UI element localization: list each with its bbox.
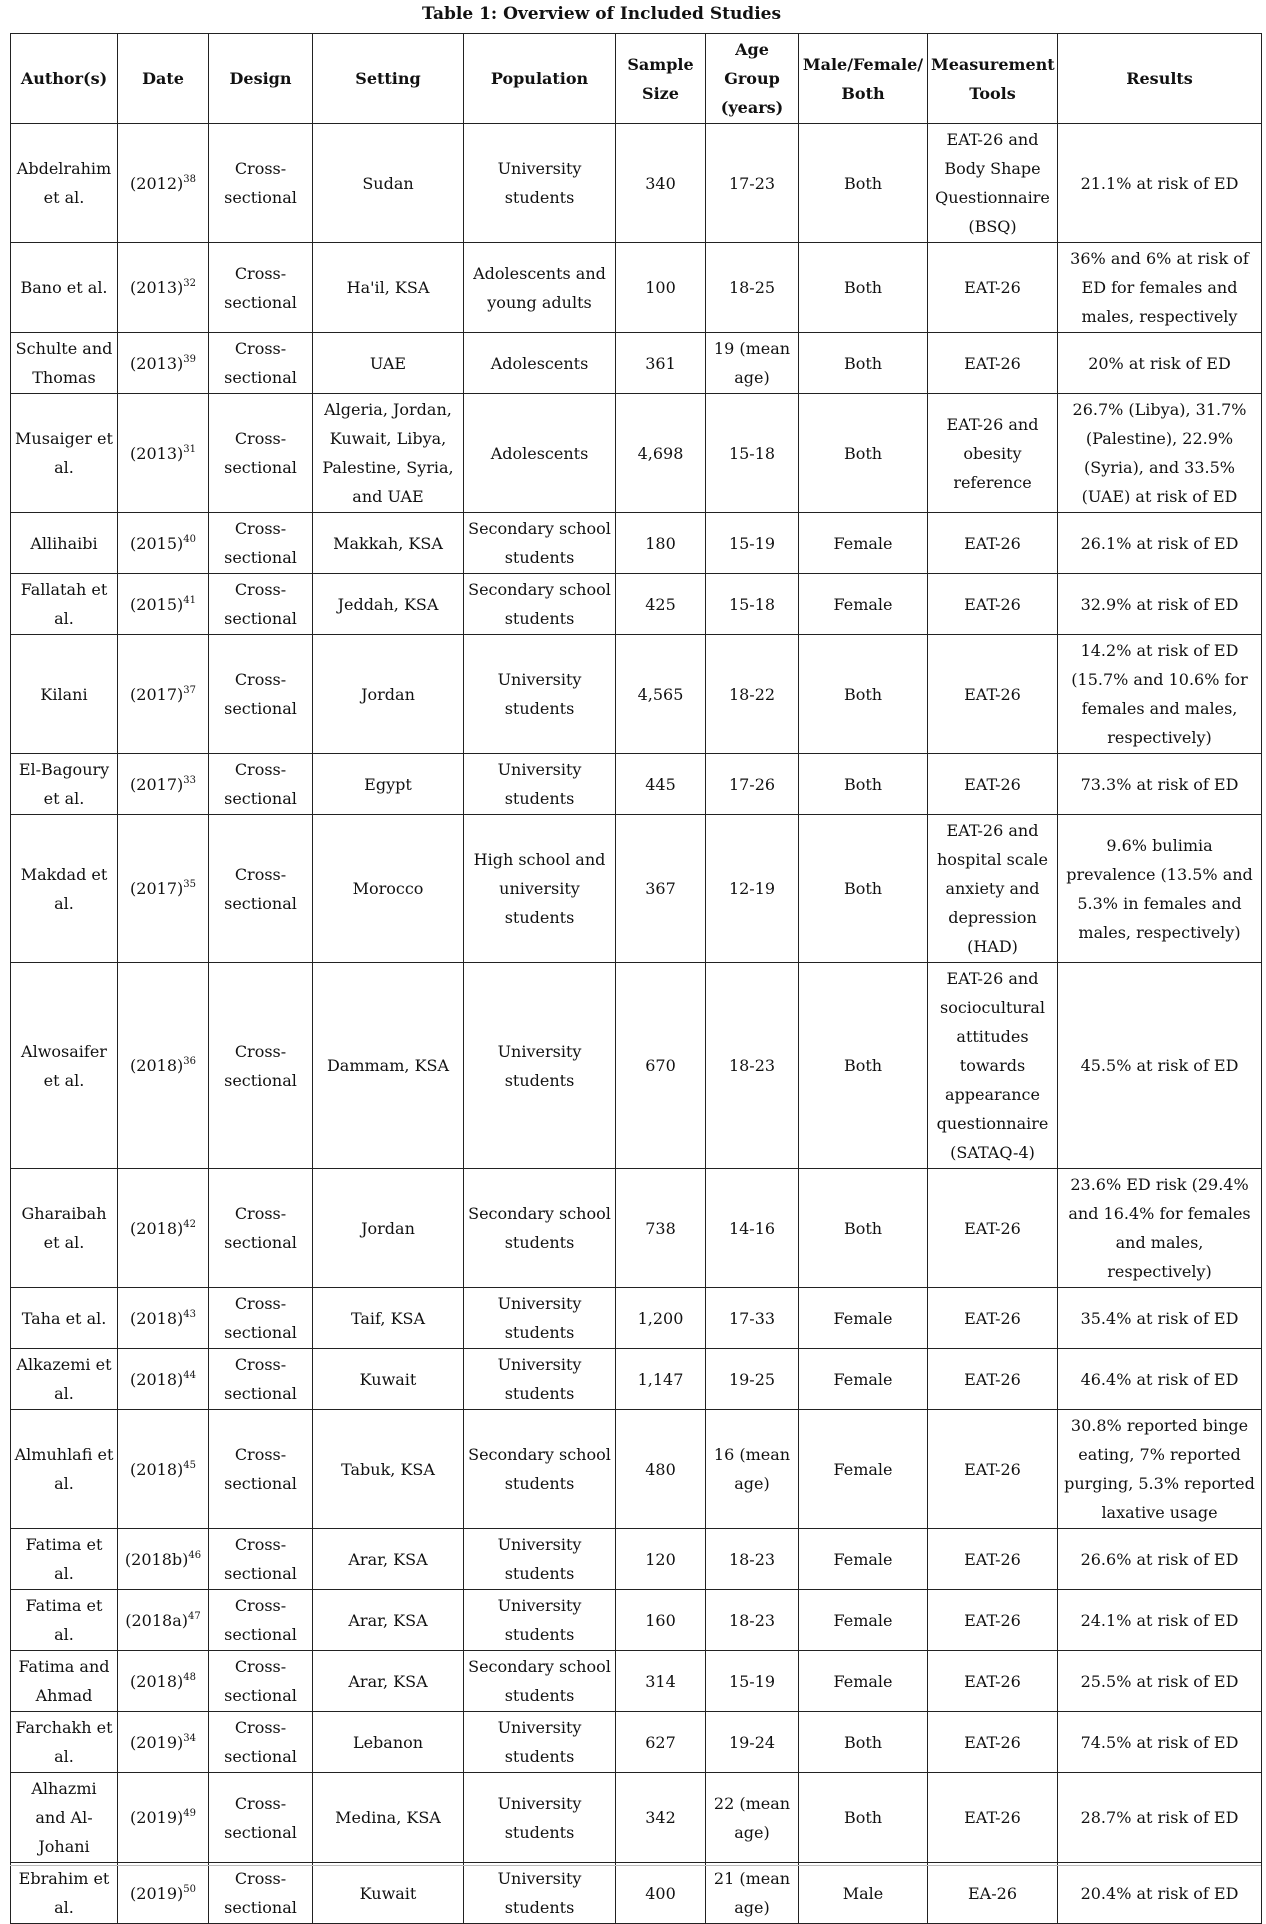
sex-cell: Female — [799, 513, 928, 574]
population-cell: University students — [464, 1529, 616, 1590]
sex-cell: Female — [799, 574, 928, 635]
sample-size-cell: 1,147 — [616, 1349, 706, 1410]
age-group-cell: 17-26 — [706, 754, 799, 815]
table-row — [11, 1590, 1262, 1651]
sample-size-cell: 367 — [616, 815, 706, 963]
setting-cell: Jordan — [313, 1169, 464, 1288]
date-cell — [118, 1590, 209, 1651]
table-row — [11, 574, 1262, 635]
population-cell: University students — [464, 1712, 616, 1773]
date-cell — [118, 1169, 209, 1288]
sample-size-cell: 342 — [616, 1773, 706, 1863]
sample-size-cell: 1,200 — [616, 1288, 706, 1349]
setting-cell: Lebanon — [313, 1712, 464, 1773]
setting-cell: Arar, KSA — [313, 1590, 464, 1651]
date-text: (2018a) — [125, 1610, 188, 1630]
age-group-cell: 19 (mean age) — [706, 333, 799, 394]
table-row — [11, 124, 1262, 243]
column-header: Date — [118, 34, 209, 124]
measurement-tools-cell: EAT-26 — [928, 574, 1058, 635]
table-row — [11, 754, 1262, 815]
age-group-cell: 19-25 — [706, 1349, 799, 1410]
sample-size-cell: 425 — [616, 574, 706, 635]
date-cell — [118, 635, 209, 754]
sample-size-cell: 4,698 — [616, 394, 706, 513]
author-cell: Bano et al. — [11, 243, 118, 333]
age-group-cell: 18-25 — [706, 243, 799, 333]
results-cell: 26.1% at risk of ED — [1058, 513, 1262, 574]
measurement-tools-cell: EAT-26 — [928, 1169, 1058, 1288]
header-row — [11, 34, 1262, 124]
date-text: (2018) — [130, 1369, 184, 1389]
setting-cell: Algeria, Jordan, Kuwait, Libya, Palestine, Syria, and UAE — [313, 394, 464, 513]
sample-size-cell: 160 — [616, 1590, 706, 1651]
table-row — [11, 1169, 1262, 1288]
results-cell: 14.2% at risk of ED (15.7% and 10.6% for females and males, respectively) — [1058, 635, 1262, 754]
date-text: (2018b) — [124, 1549, 189, 1569]
age-group-cell: 15-19 — [706, 513, 799, 574]
age-group-cell: 15-18 — [706, 394, 799, 513]
table-row — [11, 1529, 1262, 1590]
age-group-cell: 17-33 — [706, 1288, 799, 1349]
results-cell: 20.4% at risk of ED — [1058, 1863, 1262, 1924]
author-cell: Fallatah et al. — [11, 574, 118, 635]
measurement-tools-cell: EAT-26 — [928, 1349, 1058, 1410]
reference-number: 42 — [183, 1218, 196, 1230]
reference-number: 45 — [183, 1459, 196, 1471]
results-cell: 23.6% ED risk (29.4% and 16.4% for females and males, respectively) — [1058, 1169, 1262, 1288]
design-cell: Cross-sectional — [209, 1651, 313, 1712]
reference-number: 38 — [183, 173, 196, 185]
population-cell: Secondary school students — [464, 1169, 616, 1288]
design-cell: Cross-sectional — [209, 1590, 313, 1651]
measurement-tools-cell: EAT-26 — [928, 333, 1058, 394]
measurement-tools-cell: EAT-26 and Body Shape Questionnaire (BSQ) — [928, 124, 1058, 243]
setting-cell: Jordan — [313, 635, 464, 754]
date-cell — [118, 1863, 209, 1924]
population-cell: High school and university students — [464, 815, 616, 963]
studies-table — [10, 33, 1262, 1924]
sex-cell: Both — [799, 1773, 928, 1863]
population-cell: University students — [464, 963, 616, 1169]
table-row — [11, 333, 1262, 394]
date-cell — [118, 1288, 209, 1349]
design-cell: Cross-sectional — [209, 1349, 313, 1410]
sex-cell: Both — [799, 394, 928, 513]
sex-cell: Both — [799, 1169, 928, 1288]
population-cell: University students — [464, 1773, 616, 1863]
measurement-tools-cell: EA-26 — [928, 1863, 1058, 1924]
design-cell: Cross-sectional — [209, 1529, 313, 1590]
design-cell: Cross-sectional — [209, 635, 313, 754]
age-group-cell: 22 (mean age) — [706, 1773, 799, 1863]
measurement-tools-cell: EAT-26 — [928, 635, 1058, 754]
reference-number: 44 — [183, 1369, 196, 1381]
author-cell: Alkazemi et al. — [11, 1349, 118, 1410]
date-cell — [118, 754, 209, 815]
sex-cell: Female — [799, 1410, 928, 1529]
table-row — [11, 963, 1262, 1169]
age-group-cell: 17-23 — [706, 124, 799, 243]
sample-size-cell: 361 — [616, 333, 706, 394]
results-cell: 9.6% bulimia prevalence (13.5% and 5.3% in females and males, respectively) — [1058, 815, 1262, 963]
population-cell: Adolescents — [464, 394, 616, 513]
date-text: (2018) — [130, 1308, 184, 1328]
design-cell: Cross-sectional — [209, 1169, 313, 1288]
date-text: (2017) — [130, 684, 184, 704]
date-cell — [118, 1651, 209, 1712]
date-cell — [118, 1410, 209, 1529]
setting-cell: Kuwait — [313, 1863, 464, 1924]
reference-number: 34 — [183, 1732, 196, 1744]
sex-cell: Female — [799, 1590, 928, 1651]
column-header: Sample Size — [616, 34, 706, 124]
date-text: (2013) — [130, 443, 184, 463]
design-cell: Cross-sectional — [209, 1863, 313, 1924]
measurement-tools-cell: EAT-26 — [928, 1529, 1058, 1590]
date-cell — [118, 333, 209, 394]
design-cell: Cross-sectional — [209, 243, 313, 333]
author-cell: Musaiger et al. — [11, 394, 118, 513]
sample-size-cell: 4,565 — [616, 635, 706, 754]
design-cell: Cross-sectional — [209, 513, 313, 574]
population-cell: Secondary school students — [464, 513, 616, 574]
date-cell — [118, 1349, 209, 1410]
sample-size-cell: 480 — [616, 1410, 706, 1529]
reference-number: 33 — [183, 774, 196, 786]
measurement-tools-cell: EAT-26 — [928, 513, 1058, 574]
design-cell: Cross-sectional — [209, 963, 313, 1169]
population-cell: University students — [464, 1349, 616, 1410]
author-cell: Gharaibah et al. — [11, 1169, 118, 1288]
table-row — [11, 1410, 1262, 1529]
results-cell: 36% and 6% at risk of ED for females and males, respectively — [1058, 243, 1262, 333]
date-cell — [118, 1712, 209, 1773]
sex-cell: Male — [799, 1863, 928, 1924]
date-text: (2015) — [130, 533, 184, 553]
date-cell — [118, 243, 209, 333]
sex-cell: Both — [799, 1712, 928, 1773]
design-cell: Cross-sectional — [209, 754, 313, 815]
date-text: (2018) — [130, 1218, 184, 1238]
sample-size-cell: 180 — [616, 513, 706, 574]
author-cell: Abdelrahim et al. — [11, 124, 118, 243]
author-cell: Kilani — [11, 635, 118, 754]
table-row — [11, 635, 1262, 754]
population-cell: Secondary school students — [464, 1410, 616, 1529]
setting-cell: Morocco — [313, 815, 464, 963]
table-row — [11, 1863, 1262, 1924]
results-cell: 32.9% at risk of ED — [1058, 574, 1262, 635]
reference-number: 41 — [183, 594, 196, 606]
table-row — [11, 394, 1262, 513]
sex-cell: Both — [799, 815, 928, 963]
age-group-cell: 15-18 — [706, 574, 799, 635]
sex-cell: Female — [799, 1529, 928, 1590]
population-cell: Adolescents and young adults — [464, 243, 616, 333]
setting-cell: Taif, KSA — [313, 1288, 464, 1349]
author-cell: Taha et al. — [11, 1288, 118, 1349]
date-cell — [118, 1529, 209, 1590]
reference-number: 47 — [188, 1610, 201, 1622]
sample-size-cell: 670 — [616, 963, 706, 1169]
results-cell: 26.7% (Libya), 31.7% (Palestine), 22.9% (Syria), and 33.5% (UAE) at risk of ED — [1058, 394, 1262, 513]
age-group-cell: 14-16 — [706, 1169, 799, 1288]
column-header: Population — [464, 34, 616, 124]
setting-cell: Dammam, KSA — [313, 963, 464, 1169]
design-cell: Cross-sectional — [209, 1288, 313, 1349]
date-text: (2017) — [130, 774, 184, 794]
date-text: (2012) — [130, 173, 184, 193]
author-cell: Ebrahim et al. — [11, 1863, 118, 1924]
reference-number: 36 — [183, 1056, 196, 1067]
table-row — [11, 815, 1262, 963]
sample-size-cell: 100 — [616, 243, 706, 333]
population-cell: University students — [464, 635, 616, 754]
results-cell: 26.6% at risk of ED — [1058, 1529, 1262, 1590]
author-cell: Schulte and Thomas — [11, 333, 118, 394]
age-group-cell: 16 (mean age) — [706, 1410, 799, 1529]
setting-cell: Sudan — [313, 124, 464, 243]
results-cell: 25.5% at risk of ED — [1058, 1651, 1262, 1712]
age-group-cell: 18-23 — [706, 1590, 799, 1651]
author-cell: Fatima et al. — [11, 1590, 118, 1651]
sex-cell: Female — [799, 1349, 928, 1410]
design-cell: Cross-sectional — [209, 1712, 313, 1773]
date-cell — [118, 124, 209, 243]
setting-cell: Kuwait — [313, 1349, 464, 1410]
design-cell: Cross-sectional — [209, 124, 313, 243]
measurement-tools-cell: EAT-26 — [928, 1590, 1058, 1651]
table-row — [11, 1651, 1262, 1712]
population-cell: Secondary school students — [464, 1651, 616, 1712]
sex-cell: Female — [799, 1288, 928, 1349]
measurement-tools-cell: EAT-26 — [928, 1288, 1058, 1349]
age-group-cell: 18-23 — [706, 963, 799, 1169]
setting-cell: Arar, KSA — [313, 1529, 464, 1590]
author-cell: Fatima and Ahmad — [11, 1651, 118, 1712]
table-row — [11, 1712, 1262, 1773]
column-header: Author(s) — [11, 34, 118, 124]
setting-cell: Tabuk, KSA — [313, 1410, 464, 1529]
age-group-cell: 21 (mean age) — [706, 1863, 799, 1924]
sex-cell: Both — [799, 963, 928, 1169]
reference-number: 43 — [183, 1308, 196, 1320]
setting-cell: UAE — [313, 333, 464, 394]
design-cell: Cross-sectional — [209, 574, 313, 635]
author-cell: Farchakh et al. — [11, 1712, 118, 1773]
date-cell — [118, 815, 209, 963]
date-cell — [118, 963, 209, 1169]
date-text: (2015) — [130, 594, 184, 614]
population-cell: University students — [464, 124, 616, 243]
results-cell: 74.5% at risk of ED — [1058, 1712, 1262, 1773]
measurement-tools-cell: EAT-26 — [928, 754, 1058, 815]
age-group-cell: 12-19 — [706, 815, 799, 963]
column-header: Male/Female/ Both — [799, 34, 928, 124]
population-cell: Adolescents — [464, 333, 616, 394]
measurement-tools-cell: EAT-26 and sociocultural attitudes towards appearance questionnaire (SATAQ-4) — [928, 963, 1058, 1169]
reference-number: 31 — [183, 443, 196, 455]
age-group-cell: 18-23 — [706, 1529, 799, 1590]
reference-number: 50 — [183, 1883, 196, 1895]
table-title: Table 1: Overview of Included Studies — [421, 4, 782, 24]
table-row — [11, 1773, 1262, 1863]
design-cell: Cross-sectional — [209, 333, 313, 394]
measurement-tools-cell: EAT-26 — [928, 1410, 1058, 1529]
results-cell: 30.8% reported binge eating, 7% reported purging, 5.3% reported laxative usage — [1058, 1410, 1262, 1529]
table-row — [11, 1349, 1262, 1410]
date-cell — [118, 513, 209, 574]
sex-cell: Both — [799, 124, 928, 243]
date-text: (2019) — [130, 1808, 184, 1827]
reference-number: 35 — [183, 879, 196, 890]
measurement-tools-cell: EAT-26 and hospital scale anxiety and depression (HAD) — [928, 815, 1058, 963]
design-cell: Cross-sectional — [209, 1410, 313, 1529]
reference-number: 49 — [183, 1808, 196, 1819]
author-cell: Alhazmi and Al-Johani — [11, 1773, 118, 1863]
results-cell: 45.5% at risk of ED — [1058, 963, 1262, 1169]
results-cell: 46.4% at risk of ED — [1058, 1349, 1262, 1410]
sample-size-cell: 627 — [616, 1712, 706, 1773]
sample-size-cell: 400 — [616, 1863, 706, 1924]
sample-size-cell: 314 — [616, 1651, 706, 1712]
date-text: (2013) — [130, 278, 184, 297]
sex-cell: Both — [799, 754, 928, 815]
measurement-tools-cell: EAT-26 — [928, 1773, 1058, 1863]
setting-cell: Medina, KSA — [313, 1773, 464, 1863]
author-cell: El-Bagoury et al. — [11, 754, 118, 815]
date-text: (2018) — [130, 1056, 184, 1075]
measurement-tools-cell: EAT-26 — [928, 1712, 1058, 1773]
column-header: Measurement Tools — [928, 34, 1058, 124]
measurement-tools-cell: EAT-26 — [928, 1651, 1058, 1712]
author-cell: Makdad et al. — [11, 815, 118, 963]
results-cell: 24.1% at risk of ED — [1058, 1590, 1262, 1651]
page-bottom-rule — [10, 1865, 1261, 1866]
author-cell: Almuhlafi et al. — [11, 1410, 118, 1529]
table-row — [11, 1288, 1262, 1349]
measurement-tools-cell: EAT-26 and obesity reference — [928, 394, 1058, 513]
setting-cell: Arar, KSA — [313, 1651, 464, 1712]
date-text: (2017) — [130, 879, 184, 898]
table-body — [11, 124, 1262, 1924]
date-text: (2013) — [130, 353, 184, 373]
reference-number: 37 — [183, 684, 196, 696]
date-text: (2018) — [130, 1671, 184, 1691]
age-group-cell: 18-22 — [706, 635, 799, 754]
author-cell: Alwosaifer et al. — [11, 963, 118, 1169]
sex-cell: Both — [799, 333, 928, 394]
date-text: (2019) — [130, 1732, 184, 1752]
population-cell: University students — [464, 1863, 616, 1924]
setting-cell: Egypt — [313, 754, 464, 815]
date-cell — [118, 394, 209, 513]
design-cell: Cross-sectional — [209, 394, 313, 513]
results-cell: 28.7% at risk of ED — [1058, 1773, 1262, 1863]
sample-size-cell: 738 — [616, 1169, 706, 1288]
sample-size-cell: 120 — [616, 1529, 706, 1590]
age-group-cell: 15-19 — [706, 1651, 799, 1712]
reference-number: 32 — [183, 278, 196, 289]
population-cell: University students — [464, 1590, 616, 1651]
population-cell: Secondary school students — [464, 574, 616, 635]
column-header: Age Group (years) — [706, 34, 799, 124]
table-row — [11, 243, 1262, 333]
reference-number: 46 — [188, 1549, 202, 1561]
results-cell: 73.3% at risk of ED — [1058, 754, 1262, 815]
setting-cell: Ha'il, KSA — [313, 243, 464, 333]
setting-cell: Jeddah, KSA — [313, 574, 464, 635]
results-cell: 35.4% at risk of ED — [1058, 1288, 1262, 1349]
column-header: Results — [1058, 34, 1262, 124]
date-cell — [118, 574, 209, 635]
author-cell: Fatima et al. — [11, 1529, 118, 1590]
column-header: Setting — [313, 34, 464, 124]
sex-cell: Both — [799, 243, 928, 333]
setting-cell: Makkah, KSA — [313, 513, 464, 574]
sex-cell: Both — [799, 635, 928, 754]
population-cell: University students — [464, 754, 616, 815]
age-group-cell: 19-24 — [706, 1712, 799, 1773]
design-cell: Cross-sectional — [209, 815, 313, 963]
date-cell — [118, 1773, 209, 1863]
reference-number: 48 — [183, 1671, 196, 1683]
design-cell: Cross-sectional — [209, 1773, 313, 1863]
date-text: (2019) — [130, 1883, 184, 1903]
sample-size-cell: 445 — [616, 754, 706, 815]
table-row — [11, 513, 1262, 574]
author-cell: Allihaibi — [11, 513, 118, 574]
reference-number: 39 — [183, 353, 196, 365]
results-cell: 21.1% at risk of ED — [1058, 124, 1262, 243]
date-text: (2018) — [130, 1459, 184, 1479]
population-cell: University students — [464, 1288, 616, 1349]
reference-number: 40 — [183, 533, 196, 545]
results-cell: 20% at risk of ED — [1058, 333, 1262, 394]
sex-cell: Female — [799, 1651, 928, 1712]
column-header: Design — [209, 34, 313, 124]
measurement-tools-cell: EAT-26 — [928, 243, 1058, 333]
sample-size-cell: 340 — [616, 124, 706, 243]
